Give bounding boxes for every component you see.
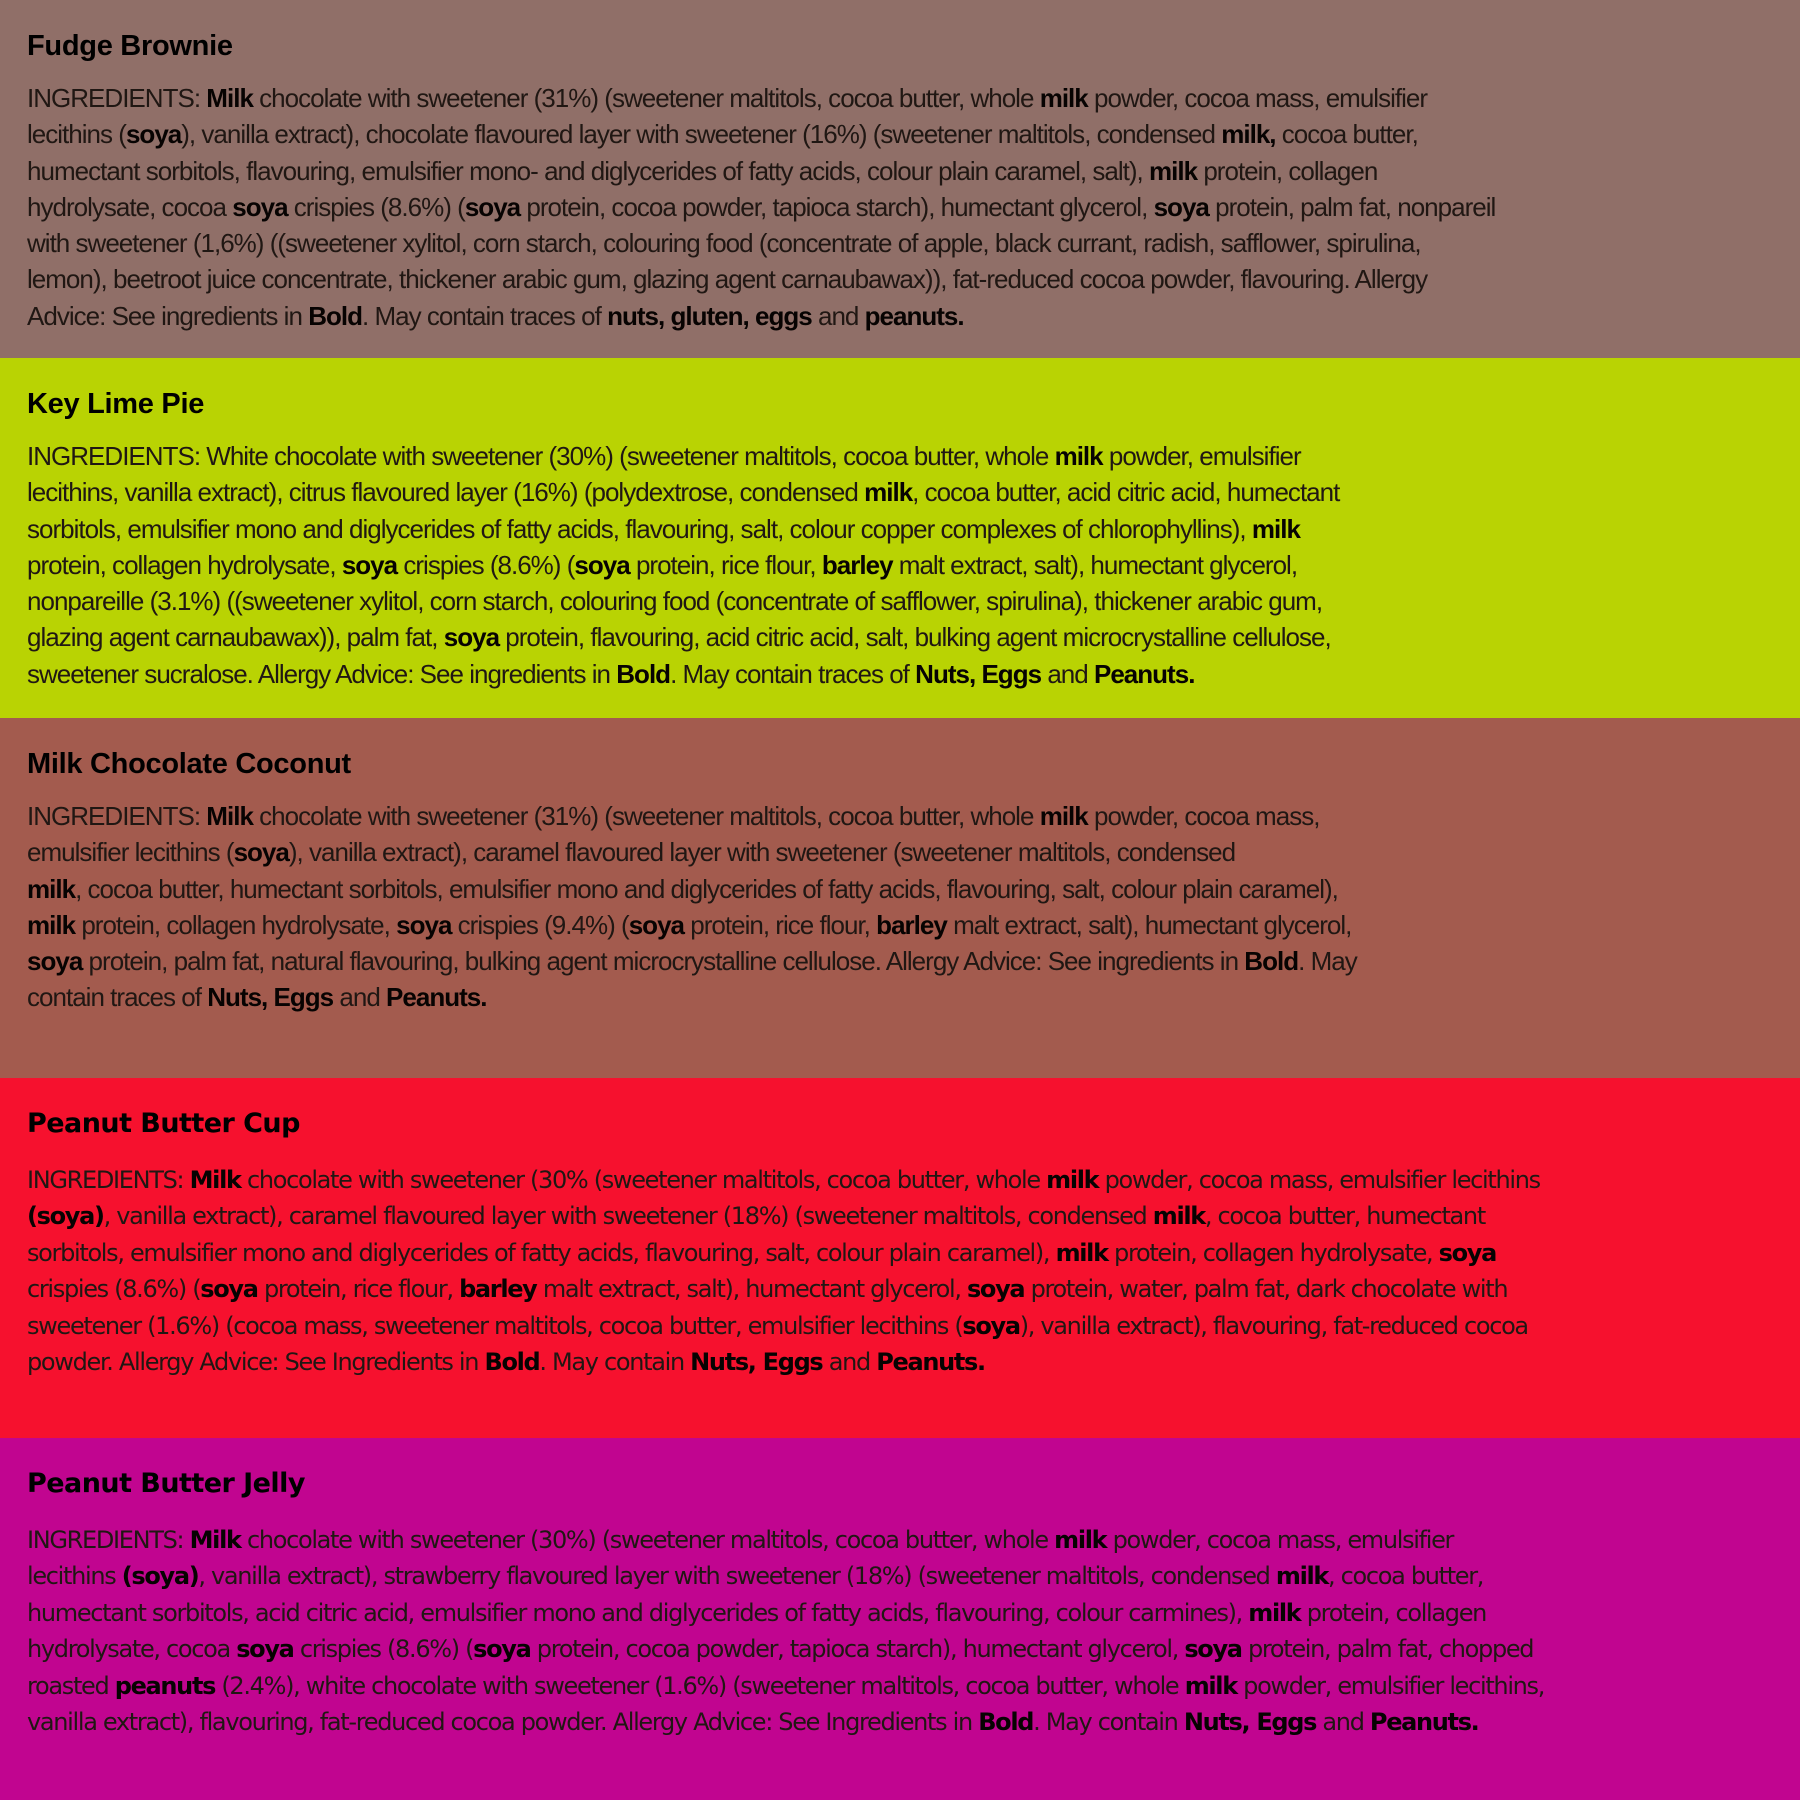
ingredients-line: INGREDIENTS: Milk chocolate with sweetener (31%) (sweetener maltitols, cocoa butter, whole milk powder, cocoa mass, emulsifier <box>27 83 1428 113</box>
ingredients-line: crispies (8.6%) (soya protein, rice flour, barley malt extract, salt), humectant glycerol, soya protein, water, palm fat, dark chocolate with <box>27 1275 1508 1304</box>
ingredients-paragraph <box>27 1162 1760 1380</box>
flavour-section-peanut-butter-jelly <box>0 1438 1800 1800</box>
ingredients-line: powder. Allergy Advice: See Ingredients in Bold. May contain Nuts, Eggs and Peanuts. <box>27 1348 985 1377</box>
ingredients-line: INGREDIENTS: Milk chocolate with sweetener (30%) (sweetener maltitols, cocoa butter, whole milk powder, cocoa mass, emulsifier <box>27 1526 1454 1554</box>
ingredients-line: protein, collagen hydrolysate, soya crispies (8.6%) (soya protein, rice flour, barley malt extract, salt), humectant glycerol, <box>27 549 1298 580</box>
ingredients-line: humectant sorbitols, flavouring, emulsifier mono- and diglycerides of fatty acids, colour plain caramel, salt), milk protein, collagen <box>27 155 1378 186</box>
ingredients-line: INGREDIENTS: Milk chocolate with sweetener (30% (sweetener maltitols, cocoa butter, whole milk powder, cocoa mass, emulsifier lecithins <box>27 1166 1540 1194</box>
flavour-section-peanut-butter-cup <box>0 1078 1800 1438</box>
ingredients-line: vanilla extract), flavouring, fat-reduced cocoa powder. Allergy Advice: See Ingredients in Bold. May contain Nuts, Eggs and Peanuts. <box>27 1708 1479 1737</box>
flavour-title: Peanut Butter Jelly <box>27 1468 305 1499</box>
ingredients-line: lecithins (soya), vanilla extract), strawberry flavoured layer with sweetener (18%) (sweetener maltitols, condensed milk, cocoa butter, <box>27 1562 1484 1591</box>
ingredients-line: sweetener sucralose. Allergy Advice: See ingredients in Bold. May contain traces of Nuts, Eggs and Peanuts. <box>27 658 1195 689</box>
ingredients-line: emulsifier lecithins (soya), vanilla extract), caramel flavoured layer with sweetener (sweetener maltitols, condensed <box>27 837 1236 868</box>
flavour-section-fudge-brownie <box>0 0 1800 358</box>
ingredients-line: lecithins (soya), vanilla extract), chocolate flavoured layer with sweetener (16%) (sweetener maltitols, condensed milk, cocoa butter, <box>27 119 1418 150</box>
ingredients-line: (soya), vanilla extract), caramel flavoured layer with sweetener (18%) (sweetener maltitols, condensed milk, cocoa butter, humectant <box>27 1202 1485 1231</box>
ingredients-paragraph <box>27 1522 1760 1740</box>
ingredients-line: hydrolysate, cocoa soya crispies (8.6%) (soya protein, cocoa powder, tapioca starch), humectant glycerol, soya protein, palm fat, nonpareil <box>27 191 1496 222</box>
ingredients-paragraph <box>27 438 1760 692</box>
ingredients-line: soya protein, palm fat, natural flavouring, bulking agent microcrystalline cellulose. Allergy Advice: See ingredients in Bold. May <box>27 946 1357 977</box>
ingredients-line: lecithins, vanilla extract), citrus flavoured layer (16%) (polydextrose, condensed milk, cocoa butter, acid citric acid, humectant <box>27 477 1340 508</box>
flavour-section-key-lime-pie <box>0 358 1800 718</box>
ingredients-line: contain traces of Nuts, Eggs and Peanuts. <box>27 982 487 1013</box>
ingredients-line: sorbitols, emulsifier mono and diglycerides of fatty acids, flavouring, salt, colour plain caramel), milk protein, collagen hydrolysate, soya <box>27 1238 1496 1267</box>
ingredients-line: milk protein, collagen hydrolysate, soya crispies (9.4%) (soya protein, rice flour, barley malt extract, salt), humectant glycerol, <box>27 909 1352 940</box>
ingredients-line: nonpareille (3.1%) ((sweetener xylitol, corn starch, colouring food (concentrate of safflower, spirulina), thickener arabic gum, <box>27 586 1323 617</box>
ingredients-line: Advice: See ingredients in Bold. May contain traces of nuts, gluten, eggs and peanuts. <box>27 300 964 331</box>
flavour-title: Fudge Brownie <box>27 30 233 62</box>
ingredients-line: milk, cocoa butter, humectant sorbitols, emulsifier mono and diglycerides of fatty acids, flavouring, salt, colour plain caramel), <box>27 873 1338 904</box>
ingredients-line: hydrolysate, cocoa soya crispies (8.6%) (soya protein, cocoa powder, tapioca starch), humectant glycerol, soya protein, palm fat, chopped <box>27 1635 1534 1664</box>
ingredients-line: roasted peanuts (2.4%), white chocolate with sweetener (1.6%) (sweetener maltitols, cocoa butter, whole milk powder, emulsifier lecithins, <box>27 1671 1545 1700</box>
flavour-section-milk-chocolate-coconut <box>0 718 1800 1078</box>
ingredients-line: sweetener (1.6%) (cocoa mass, sweetener maltitols, cocoa butter, emulsifier lecithins (soya), vanilla extract), flavouring, fat-reduced cocoa <box>27 1311 1528 1340</box>
ingredients-line: glazing agent carnaubawax)), palm fat, soya protein, flavouring, acid citric acid, salt, bulking agent microcrystalline cellulose, <box>27 622 1331 653</box>
ingredients-line: humectant sorbitols, acid citric acid, emulsifier mono and diglycerides of fatty acids, flavouring, colour carmines), milk protein, collagen <box>27 1598 1487 1627</box>
ingredients-line: INGREDIENTS: White chocolate with sweetener (30%) (sweetener maltitols, cocoa butter, whole milk powder, emulsifier <box>27 441 1301 471</box>
flavour-title: Milk Chocolate Coconut <box>27 748 351 780</box>
ingredients-line: INGREDIENTS: Milk chocolate with sweetener (31%) (sweetener maltitols, cocoa butter, whole milk powder, cocoa mass, <box>27 801 1320 831</box>
ingredients-paragraph <box>27 798 1760 1016</box>
ingredients-line: with sweetener (1,6%) ((sweetener xylitol, corn starch, colouring food (concentrate of apple, black currant, radish, safflower, spirulina, <box>27 228 1421 259</box>
flavour-title: Key Lime Pie <box>27 388 205 420</box>
ingredients-line: sorbitols, emulsifier mono and diglycerides of fatty acids, flavouring, salt, colour copper complexes of chlorophyllins), milk <box>27 513 1300 544</box>
flavour-title: Peanut Butter Cup <box>27 1108 300 1139</box>
ingredients-line: lemon), beetroot juice concentrate, thickener arabic gum, glazing agent carnaubawax)), fat-reduced cocoa powder, flavouring. Allergy <box>27 264 1428 295</box>
ingredients-paragraph <box>27 80 1760 334</box>
